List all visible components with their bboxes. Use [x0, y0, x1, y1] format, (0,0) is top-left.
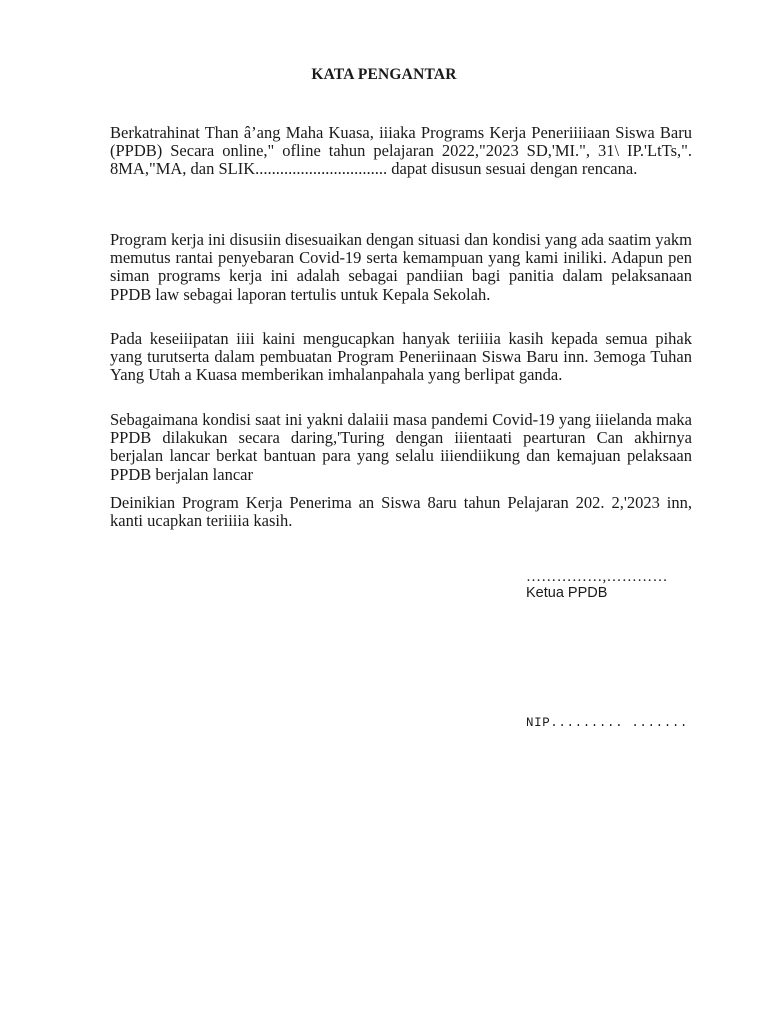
paragraph-thanks: Pada keseiiipatan iiii kaini mengucapkan hanyak teriiiia kasih kepada semua pihak yang turutserta dalam pembuatan Program Peneriinaan Siswa Baru inn. 3emoga Tuhan Yang Utah a Kuasa memberikan imhalanpahala yang berlipat ganda. [110, 329, 692, 385]
paragraph-program-basis: Program kerja ini disusiin disesuaikan dengan situasi dan kondisi yang ada saatim yakm memutus rantai penyebaran Covid-19 serta kemampuan yang kami iniliki. Adapun pen siman programs kerja ini adalah sebagai pandiian bagi panitia dalam pelaksanaan PPDB law sebagai laporan tertulis untuk Kepala Sekolah. [110, 230, 692, 304]
paragraph-pandemic: Sebagaimana kondisi saat ini yakni dalaiii masa pandemi Covid-19 yang iiielanda maka PPDB dilakukan secara daring,'Turing dengan iiientaati pearturan Can akhirnya berjalan lancar berkat bantuan para yang selalu iiiendiikung dan kemajuan pelaksaan PPDB berjalan lancar [110, 410, 692, 484]
paragraph-closing: Deinikian Program Kerja Penerima an Siswa 8aru tahun Pelajaran 202. 2,'2023 inn, kanti ucapkan teriiiia kasih. [110, 493, 692, 531]
document-title: KATA PENGANTAR [311, 66, 457, 83]
signature-nip: NIP......... ....... [526, 716, 689, 730]
signature-role: Ketua PPDB [526, 585, 608, 601]
signature-place-date: ……………,………… [526, 569, 668, 585]
paragraph-opening: Berkatrahinat Than â’ang Maha Kuasa, iiiaka Programs Kerja Peneriiiiaan Siswa Baru (PPDB) Secara online," ofline tahun pelajaran 2022,"2023 SD,'MI.", 31\ IP.'LtTs,". 8MA,"MA, dan SLIK................................ dapat disusun sesuai dengan rencana. [110, 123, 692, 179]
